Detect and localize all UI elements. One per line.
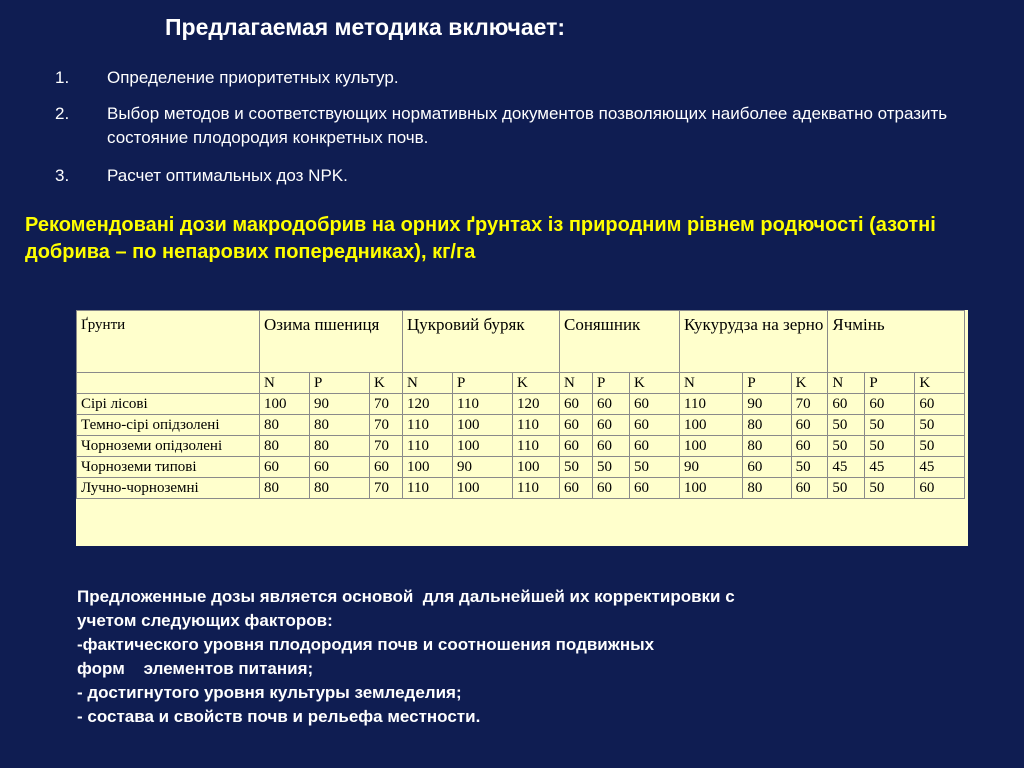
conclusion-line: Предложенные дозы является основой для дальнейшей их корректировки с [77, 587, 735, 606]
doses-table-panel [76, 310, 968, 546]
table-row [77, 478, 965, 499]
empty-cell [77, 373, 260, 394]
table-cell: 120 [513, 394, 560, 415]
nutrient-header: P [453, 373, 513, 394]
table-cell: 60 [630, 394, 680, 415]
table-cell: 100 [260, 394, 310, 415]
table-cell: 60 [593, 415, 630, 436]
nutrient-header: K [513, 373, 560, 394]
table-cell: 110 [403, 478, 453, 499]
table-cell: 50 [828, 415, 865, 436]
table-cell: 110 [403, 436, 453, 457]
nutrient-header: N [680, 373, 743, 394]
table-cell: 60 [828, 394, 865, 415]
crop-header: Ячмінь [828, 311, 965, 373]
table-cell: 80 [310, 436, 370, 457]
table-cell: 110 [453, 394, 513, 415]
nutrient-header: P [743, 373, 791, 394]
list-item-number: 1. [55, 68, 70, 87]
table-cell: 80 [743, 415, 791, 436]
crop-header: Озима пшениця [260, 311, 403, 373]
table-cell: 60 [630, 436, 680, 457]
soil-name: Темно-сірі опідзолені [77, 415, 260, 436]
page-title: Предлагаемая методика включает: [165, 14, 566, 40]
list-item-text: Расчет оптимальных доз NPK. [107, 166, 348, 185]
table-cell: 60 [560, 478, 593, 499]
conclusion-line: форм элементов питания; [77, 659, 314, 678]
table-cell: 60 [310, 457, 370, 478]
table-cell: 60 [743, 457, 791, 478]
table-cell: 60 [560, 436, 593, 457]
table-cell: 100 [453, 478, 513, 499]
table-cell: 100 [680, 415, 743, 436]
list-item-number: 3. [55, 166, 70, 185]
table-cell: 100 [453, 415, 513, 436]
table-row [77, 436, 965, 457]
nutrient-header-row [77, 373, 965, 394]
table-caption: Рекомендовані дози макродобрив на орних ґрунтах із природним рівнем родючості (азотні добрива – по непарових попередниках), кг/га [25, 214, 936, 263]
table-cell: 60 [260, 457, 310, 478]
table-cell: 60 [593, 436, 630, 457]
table-cell: 60 [630, 415, 680, 436]
list-item-text: Выбор методов и соответствующих нормативных документов позволяющих наиболее адекватно отразить состояние плодородия конкретных почв. [107, 104, 948, 147]
table-cell: 60 [630, 478, 680, 499]
crop-header: Соняшник [560, 311, 680, 373]
table-cell: 50 [828, 436, 865, 457]
table-cell: 70 [370, 478, 403, 499]
soil-name: Лучно-чорноземні [77, 478, 260, 499]
table-cell: 60 [560, 394, 593, 415]
nutrient-header: P [865, 373, 915, 394]
table-cell: 90 [453, 457, 513, 478]
table-cell: 110 [513, 436, 560, 457]
soil-name: Сірі лісові [77, 394, 260, 415]
table-cell: 60 [791, 478, 828, 499]
table-cell: 60 [915, 394, 965, 415]
table-cell: 110 [403, 415, 453, 436]
nutrient-header: N [560, 373, 593, 394]
soil-column-header: Ґрунти [77, 311, 260, 373]
table-cell: 110 [680, 394, 743, 415]
table-cell: 100 [453, 436, 513, 457]
table-cell: 70 [370, 394, 403, 415]
table-cell: 50 [791, 457, 828, 478]
table-cell: 80 [260, 436, 310, 457]
table-cell: 50 [865, 478, 915, 499]
table-cell: 60 [593, 478, 630, 499]
nutrient-header: K [915, 373, 965, 394]
table-cell: 100 [680, 478, 743, 499]
table-cell: 60 [865, 394, 915, 415]
table-cell: 90 [310, 394, 370, 415]
table-cell: 80 [260, 415, 310, 436]
table-cell: 60 [593, 394, 630, 415]
table-cell: 50 [865, 436, 915, 457]
table-cell: 90 [680, 457, 743, 478]
table-cell: 60 [915, 478, 965, 499]
nutrient-header: P [310, 373, 370, 394]
conclusion-text [77, 585, 977, 729]
table-cell: 80 [260, 478, 310, 499]
conclusion-line: - состава и свойств почв и рельефа местности. [77, 707, 481, 726]
table-cell: 100 [680, 436, 743, 457]
table-cell: 60 [791, 415, 828, 436]
table-cell: 50 [630, 457, 680, 478]
table-cell: 45 [865, 457, 915, 478]
table-cell: 80 [743, 478, 791, 499]
table-cell: 45 [828, 457, 865, 478]
table-cell: 110 [513, 478, 560, 499]
nutrient-header: K [791, 373, 828, 394]
nutrient-header: N [403, 373, 453, 394]
table-cell: 50 [915, 436, 965, 457]
table-cell: 50 [593, 457, 630, 478]
list-item-text: Определение приоритетных культур. [107, 68, 399, 87]
conclusion-line: -фактического уровня плодородия почв и соотношения подвижных [77, 635, 655, 654]
soil-name: Чорноземи опідзолені [77, 436, 260, 457]
nutrient-header: P [593, 373, 630, 394]
table-cell: 80 [743, 436, 791, 457]
table-cell: 100 [403, 457, 453, 478]
nutrient-header: K [630, 373, 680, 394]
list-item [55, 102, 955, 150]
table-cell: 80 [310, 478, 370, 499]
table-cell: 45 [915, 457, 965, 478]
list-item-number: 2. [55, 104, 70, 123]
table-cell: 120 [403, 394, 453, 415]
nutrient-header: N [260, 373, 310, 394]
table-row [77, 394, 965, 415]
table-cell: 50 [828, 478, 865, 499]
conclusion-line: - достигнутого уровня культуры земледелия; [77, 683, 462, 702]
crop-header: Кукурудза на зерно [680, 311, 828, 373]
list-item [55, 164, 348, 188]
table-cell: 90 [743, 394, 791, 415]
table-cell: 50 [560, 457, 593, 478]
list-item [55, 66, 399, 90]
crop-header: Цукровий буряк [403, 311, 560, 373]
table-cell: 60 [791, 436, 828, 457]
table-cell: 70 [370, 415, 403, 436]
table-header-row [77, 311, 965, 373]
table-cell: 60 [370, 457, 403, 478]
table-cell: 100 [513, 457, 560, 478]
table-row [77, 457, 965, 478]
doses-table [76, 310, 965, 499]
table-cell: 110 [513, 415, 560, 436]
conclusion-line: учетом следующих факторов: [77, 611, 333, 630]
table-cell: 50 [915, 415, 965, 436]
table-cell: 50 [865, 415, 915, 436]
table-cell: 80 [310, 415, 370, 436]
table-cell: 70 [370, 436, 403, 457]
table-row [77, 415, 965, 436]
nutrient-header: N [828, 373, 865, 394]
table-cell: 60 [560, 415, 593, 436]
soil-name: Чорноземи типові [77, 457, 260, 478]
table-cell: 70 [791, 394, 828, 415]
nutrient-header: K [370, 373, 403, 394]
